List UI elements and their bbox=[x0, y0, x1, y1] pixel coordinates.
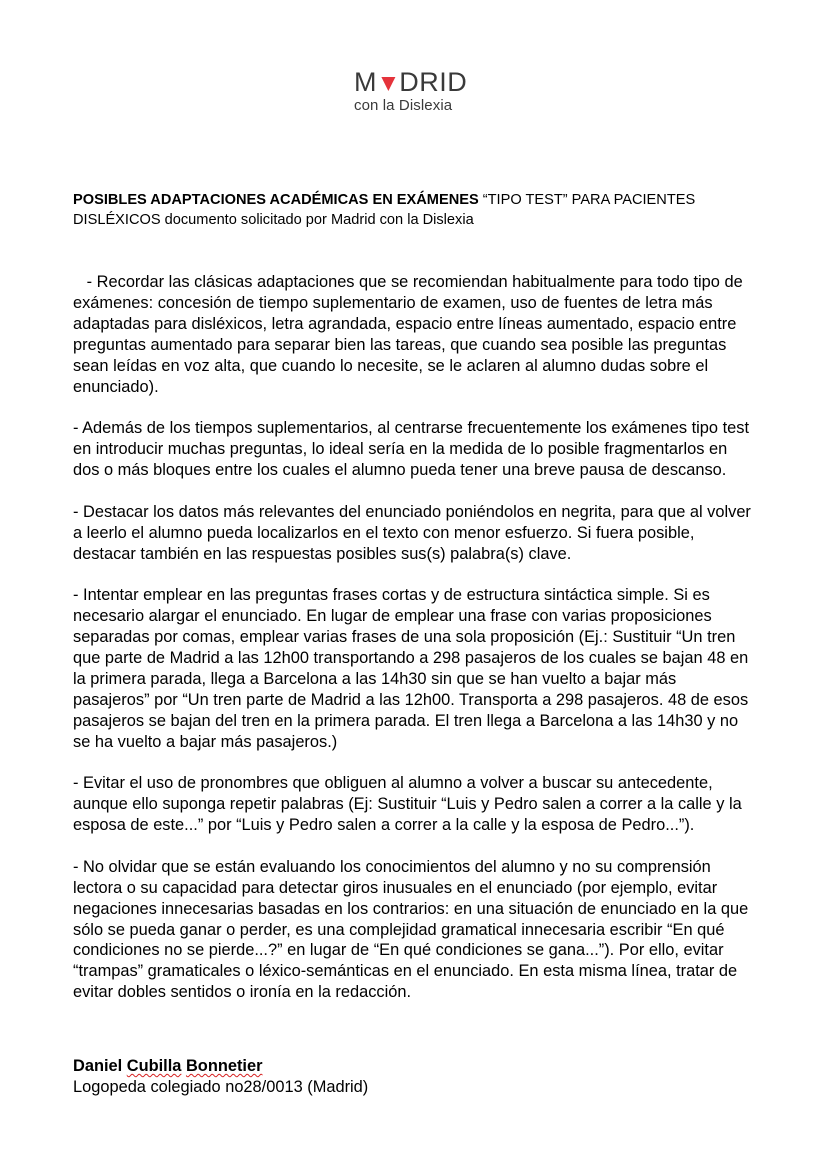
logo-letter-m: M bbox=[354, 67, 377, 97]
madrid-dislexia-logo bbox=[354, 68, 466, 116]
heading-normal-part: “TIPO TEST” PARA PACIENTES DISLÉXICOS documento solicitado por Madrid con la Dislexia bbox=[73, 192, 696, 228]
logo-wordmark bbox=[354, 68, 466, 98]
document-heading bbox=[73, 190, 753, 230]
paragraph: - Recordar las clásicas adaptaciones que se recomiendan habitualmente para todo tipo de exámenes: concesión de tiempo suplementario de examen, uso de fuentes de letra más adaptadas para disléxicos, letra agrandada, espacio entre líneas aumentado, espacio entre preguntas aumentado para separar bien las tareas, que cuando sea posible las preguntas sean leídas en voz alta, que cuando lo necesite, se le aclaren al alumno dudas sobre el enunciado). bbox=[73, 273, 743, 396]
author-role: Logopeda colegiado no28/0013 (Madrid) bbox=[73, 1078, 369, 1096]
author-middle-name: Cubilla bbox=[126, 1057, 182, 1075]
paragraph: - Además de los tiempos suplementarios, al centrarse frecuentemente los exámenes tipo test en introducir muchas preguntas, lo ideal sería en la medida de lo posible fragmentarlos en dos o más bloques entre los cuales el alumno pueda tener una breve pausa de descanso. bbox=[73, 419, 750, 480]
document-body bbox=[73, 272, 753, 1024]
paragraph: - Intentar emplear en las preguntas frases cortas y de estructura sintáctica simple. Si es necesario alargar el enunciado. En lugar de emplear una frase con varias proposiciones separadas por comas, emplear varias frases de una sola proposición (Ej.: Sustituir “Un tren que parte de Madrid a las 12h00 transportando a 298 pasajeros de los cuales se bajan 48 en la primera parada, llega a Barcelona a las 14h30 sin que se han vuelto a bajar más pasajeros” por “Un tren parte de Madrid a las 12h00. Transporta a 298 pasajeros. 48 de esos pasajeros se bajan del tren en la primera parada. El tren llega a Barcelona a las 14h30 y no se ha vuelto a bajar más pasajeros.) bbox=[73, 586, 749, 751]
heading-bold-part: POSIBLES ADAPTACIONES ACADÉMICAS EN EXÁMENES bbox=[73, 192, 479, 208]
paragraph: - Destacar los datos más relevantes del enunciado poniéndolos en negrita, para que al volver a leerlo el alumno pueda localizarlos en el texto con menor esfuerzo. Si fuera posible, destacar también en las respuestas posibles sus(s) palabra(s) clave. bbox=[73, 502, 751, 563]
author-last-name: Bonnetier bbox=[185, 1057, 263, 1075]
author-first-name: Daniel bbox=[73, 1057, 123, 1075]
signature-block bbox=[73, 1056, 368, 1098]
paragraph: - No olvidar que se están evaluando los conocimientos del alumno y no su comprensión lectora o su capacidad para detectar giros inusuales en el enunciado (por ejemplo, evitar negaciones innecesarias basadas en los contrarios: en una situación de enunciado en la que sólo se pueda ganar o perder, es una complejidad gramatical innecesaria escribir “En qué condiciones no se pierde...?” en lugar de “En qué condiciones se gana...”). Por ello, evitar “trampas” gramaticales o léxico-semánticas en el enunciado. En esta misma línea, tratar de evitar dobles sentidos o ironía en la redacción. bbox=[73, 857, 749, 1002]
logo-triangle-icon: ▲ bbox=[376, 71, 401, 98]
logo-subtitle: con la Dislexia bbox=[354, 97, 453, 114]
author-name bbox=[73, 1056, 368, 1077]
logo-letters-drid: DRID bbox=[399, 67, 468, 97]
paragraph: - Evitar el uso de pronombres que obliguen al alumno a volver a buscar su antecedente, aunque ello suponga repetir palabras (Ej: Sustituir “Luis y Pedro salen a correr a la calle y la esposa de este...” por “Luis y Pedro salen a correr a la calle y la esposa de Pedro...”). bbox=[73, 774, 742, 835]
